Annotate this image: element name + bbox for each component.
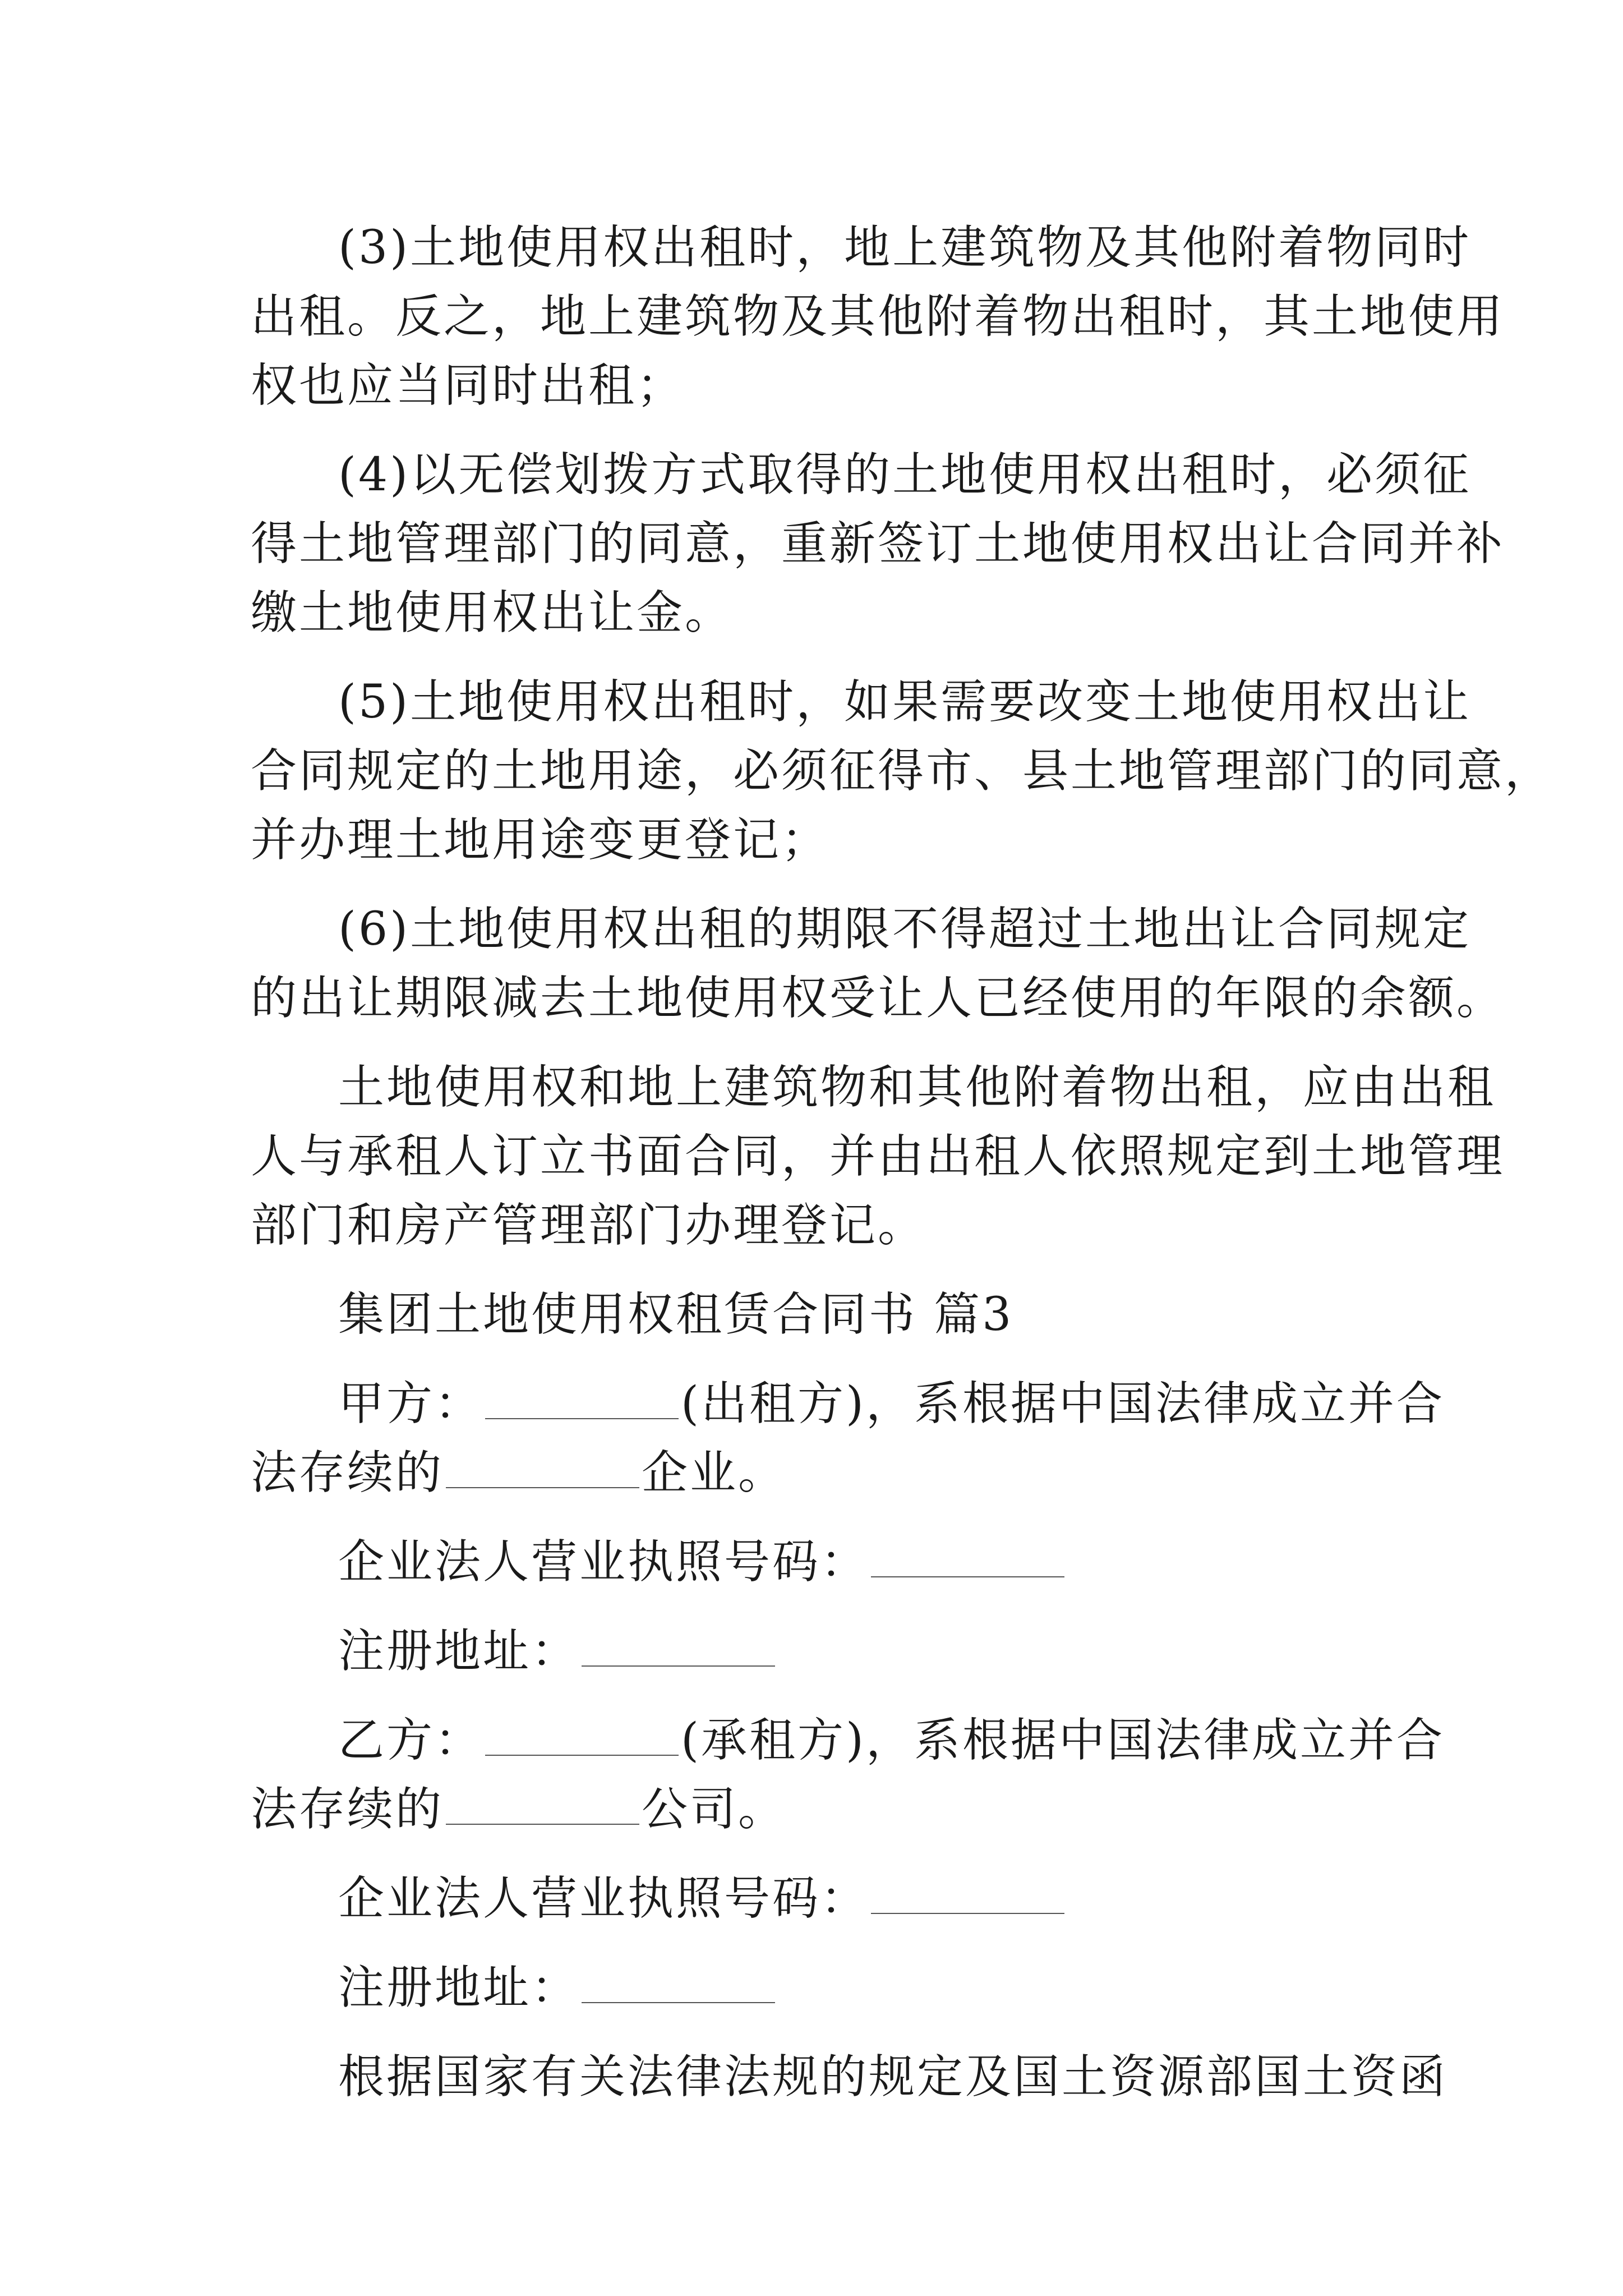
party-a-line-2	[251, 1445, 1389, 1501]
party-a-name-blank	[485, 1377, 679, 1419]
party-a-cont-prefix: 法存续的	[251, 1446, 444, 1499]
party-b-line-1	[338, 1713, 1445, 1769]
party-a-type-blank	[446, 1446, 639, 1488]
party-a-address-label: 注册地址：	[338, 1625, 580, 1678]
paragraph-5-line-3: 并办理土地用途变更登记；	[251, 813, 830, 867]
party-b-license	[338, 1871, 1389, 1927]
party-b-address-blank	[582, 1961, 775, 2003]
party-b-license-blank	[871, 1871, 1064, 1914]
paragraph-3-line-3: 权也应当同时出租；	[251, 359, 685, 412]
party-b-label: 乙方：	[338, 1714, 483, 1767]
paragraph-5-line-2: 合同规定的土地用途，必须征得市、县土地管理部门的同意，	[251, 744, 1553, 798]
party-b-role: (承租方)，系根据中国法律成立并合	[681, 1714, 1445, 1767]
section-heading: 集团土地使用权租赁合同书 篇3	[338, 1288, 1014, 1341]
paragraph-3-line-2: 出租。反之，地上建筑物及其他附着物出租时，其土地使用	[251, 290, 1505, 343]
paragraph-5-line-1: (5)土地使用权出租时，如果需要改变土地使用权出让	[338, 675, 1472, 729]
paragraph-6-line-1: (6)土地使用权出租的期限不得超过土地出让合同规定	[338, 903, 1472, 956]
paragraph-4-line-3: 缴土地使用权出让金。	[251, 586, 734, 639]
party-b-address	[338, 1960, 1389, 2016]
party-b-line-2	[251, 1782, 1389, 1838]
party-a-address	[338, 1623, 1389, 1680]
party-a-role: (出租方)，系根据中国法律成立并合	[681, 1377, 1445, 1430]
paragraph-lease-line-1: 土地使用权和地上建筑物和其他附着物出租，应由出租	[338, 1061, 1496, 1114]
paragraph-lease-line-2: 人与承租人订立书面合同，并由出租人依照规定到土地管理	[251, 1130, 1505, 1183]
paragraph-6-line-2: 的出让期限减去土地使用权受让人已经使用的年限的余额。	[251, 972, 1505, 1025]
party-a-address-blank	[582, 1624, 775, 1667]
party-a-label: 甲方：	[338, 1377, 483, 1430]
party-b-type-blank	[446, 1782, 639, 1825]
party-b-address-label: 注册地址：	[338, 1961, 580, 2014]
paragraph-3-line-1: (3)土地使用权出租时，地上建筑物及其他附着物同时	[338, 221, 1472, 274]
party-a-line-1	[338, 1376, 1445, 1432]
party-b-cont-prefix: 法存续的	[251, 1783, 444, 1836]
paragraph-4-line-1: (4)以无偿划拨方式取得的土地使用权出租时，必须征	[338, 448, 1472, 501]
party-b-license-label: 企业法人营业执照号码：	[338, 1872, 869, 1925]
paragraph-lease-line-3: 部门和房产管理部门办理登记。	[251, 1199, 926, 1252]
party-a-license	[338, 1534, 1389, 1590]
party-a-cont-suffix: 企业。	[642, 1446, 787, 1499]
closing-line: 根据国家有关法律法规的规定及国土资源部国土资函	[338, 2050, 1448, 2104]
party-a-license-blank	[871, 1535, 1064, 1577]
party-b-name-blank	[485, 1713, 679, 1756]
paragraph-4-line-2: 得土地管理部门的同意，重新签订土地使用权出让合同并补	[251, 517, 1505, 570]
party-a-license-label: 企业法人营业执照号码：	[338, 1535, 869, 1589]
party-b-cont-suffix: 公司。	[642, 1783, 787, 1836]
